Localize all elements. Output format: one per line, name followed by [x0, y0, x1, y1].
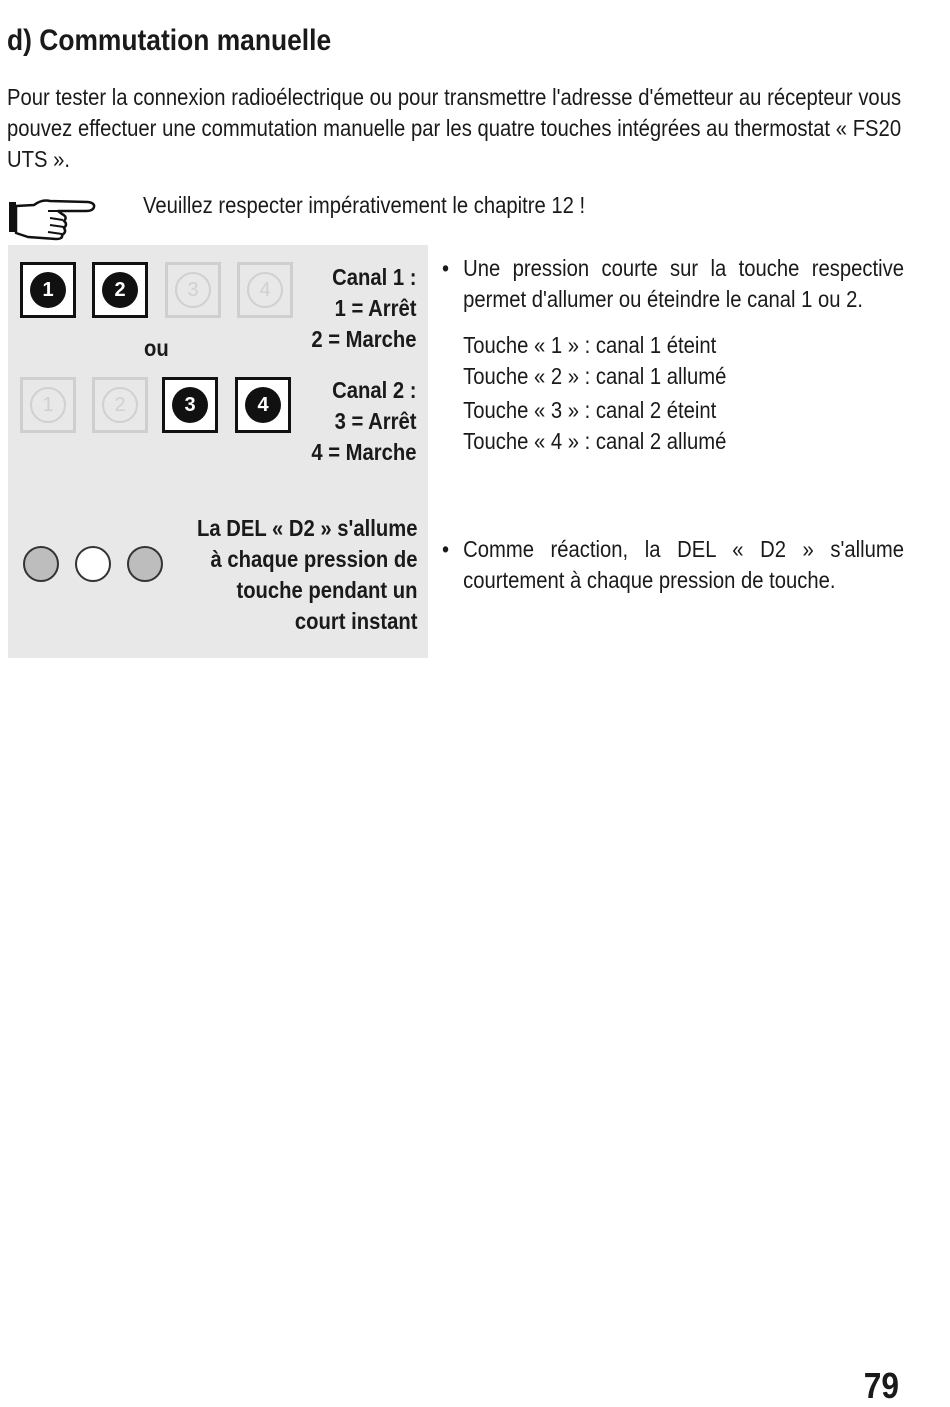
key-label: 2 — [102, 272, 138, 308]
pointing-hand-icon — [8, 196, 98, 242]
bullet-marker: • — [442, 255, 450, 281]
key-2-inactive — [92, 377, 148, 433]
led-label — [197, 513, 417, 637]
bullet-item — [442, 534, 904, 596]
touche-line: Touche « 4 » : canal 2 allumé — [463, 428, 727, 454]
key-1-inactive — [20, 377, 76, 433]
bullet-text: Comme réaction, la DEL « D2 » s'allume courtement à chaque pression de touche. — [463, 536, 904, 593]
led-label-line: à chaque pression de — [210, 546, 417, 572]
key-4-inactive — [237, 262, 293, 318]
canal2-title: Canal 2 : — [332, 377, 417, 403]
key-3-inactive — [165, 262, 221, 318]
page-number: 79 — [863, 1365, 899, 1406]
touche-line: Touche « 1 » : canal 1 éteint — [463, 332, 717, 358]
canal1-line1: 1 = Arrêt — [335, 295, 417, 321]
key-2-active — [92, 262, 148, 318]
led-middle — [75, 546, 111, 582]
bullet-text: Une pression courte sur la touche respective permet d'allumer ou éteindre le canal 1 ou 2. — [463, 255, 904, 312]
instructions-block — [442, 253, 904, 457]
intro-paragraph: Pour tester la connexion radioélectrique ou pour transmettre l'adresse d'émetteur au récepteur vous pouvez effectuer une commutation manuelle par les quatre touches intégrées au thermostat « FS20 UTS ». — [7, 84, 902, 172]
canal2-label — [312, 375, 417, 468]
keys-panel — [8, 245, 428, 658]
key-label: 2 — [102, 387, 138, 423]
led-label-line: court instant — [294, 608, 417, 634]
key-4-active — [235, 377, 291, 433]
key-label: 4 — [247, 272, 283, 308]
key-label: 3 — [172, 387, 208, 423]
touche-line: Touche « 2 » : canal 1 allumé — [463, 363, 727, 389]
bullet-marker: • — [442, 536, 450, 562]
canal2-line2: 4 = Marche — [311, 439, 417, 465]
reaction-block — [442, 534, 904, 596]
section-heading: d) Commutation manuelle — [7, 24, 332, 57]
key-1-active — [20, 262, 76, 318]
key-label: 1 — [30, 272, 66, 308]
canal1-line2: 2 = Marche — [311, 326, 417, 352]
canal1-label — [312, 262, 417, 355]
bullet-item — [442, 253, 904, 315]
key-label: 1 — [30, 387, 66, 423]
led-left — [23, 546, 59, 582]
canal2-line1: 3 = Arrêt — [335, 408, 417, 434]
led-label-line: touche pendant un — [235, 577, 417, 603]
led-right — [127, 546, 163, 582]
or-label: ou — [144, 335, 169, 361]
key-label: 4 — [245, 387, 281, 423]
canal1-title: Canal 1 : — [332, 264, 417, 290]
key-3-active — [162, 377, 218, 433]
key-label: 3 — [175, 272, 211, 308]
led-label-line: La DEL « D2 » s'allume — [196, 515, 417, 541]
note-text: Veuillez respecter impérativement le chapitre 12 ! — [143, 192, 586, 218]
touche-line: Touche « 3 » : canal 2 éteint — [463, 397, 717, 423]
